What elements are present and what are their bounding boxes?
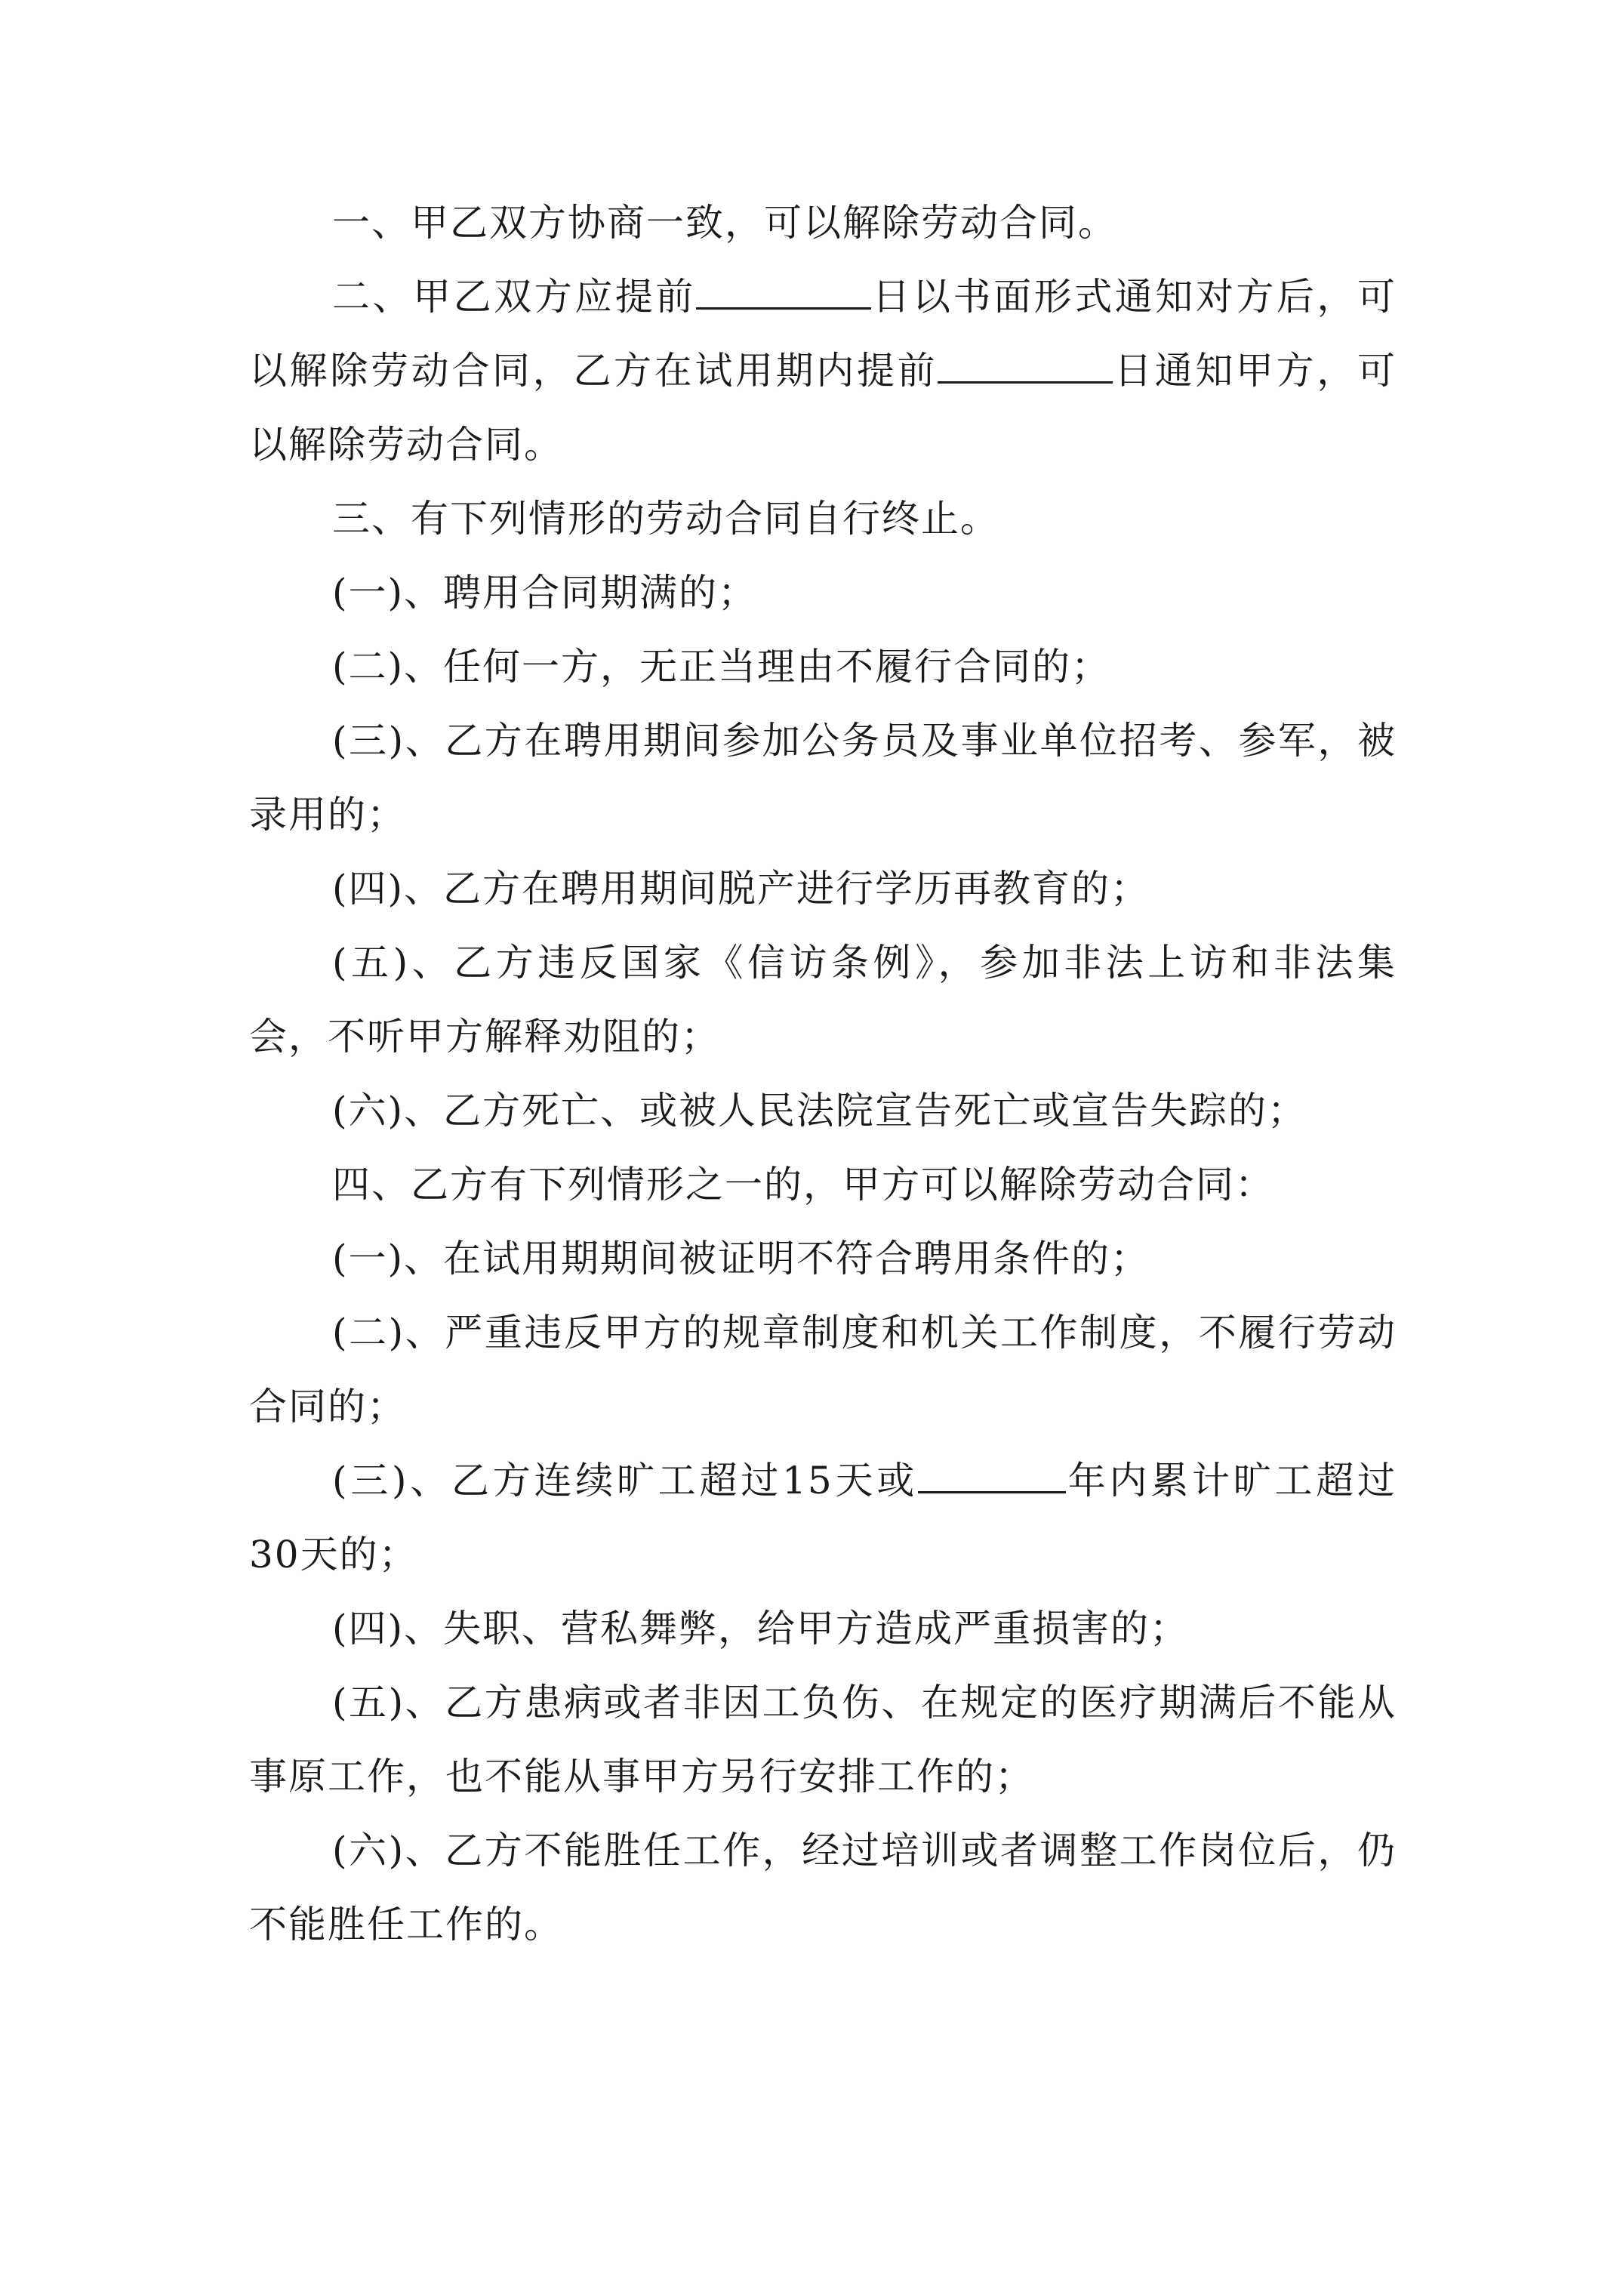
paragraph-12: (二)、严重违反甲方的规章制度和机关工作制度，不履行劳动合同的； <box>249 1311 1397 1428</box>
paragraph-2-part-1: 二、甲乙双方应提前 <box>332 275 696 319</box>
paragraph-6: (三)、乙方在聘用期间参加公务员及事业单位招考、参军，被录用的； <box>249 719 1397 837</box>
paragraph-5: (二)、任何一方，无正当理由不履行合同的； <box>332 645 1111 689</box>
paragraph-16: (六)、乙方不能胜任工作，经过培训或者调整工作岗位后，仍不能胜任工作的。 <box>249 1829 1397 1946</box>
paragraph-3: 三、有下列情形的劳动合同自行终止。 <box>332 497 999 541</box>
paragraph-2-part-3: 日通知甲方，可以解除劳动合同。 <box>249 349 1397 467</box>
paragraph-8: (五)、乙方违反国家《信访条例》，参加非法上访和非法集会，不听甲方解释劝阻的； <box>249 941 1397 1059</box>
document-body <box>249 186 1397 1962</box>
paragraph-7: (四)、乙方在聘用期间脱产进行学历再教育的； <box>332 867 1150 911</box>
paragraph-2-part-2: 日以书面形式通知对方后，可以解除劳动合同，乙方在试用期内提前 <box>249 275 1397 393</box>
paragraph-13-part-2: 年内累计旷工超过30天的； <box>249 1459 1397 1576</box>
fill-in-blank-years[interactable] <box>918 1446 1066 1493</box>
paragraph-15: (五)、乙方患病或者非因工负伤、在规定的医疗期满后不能从事原工作，也不能从事甲方另行安排工作的； <box>249 1681 1397 1798</box>
paragraph-4: (一)、聘用合同期满的； <box>332 571 758 615</box>
paragraph-14: (四)、失职、营私舞弊，给甲方造成严重损害的； <box>332 1607 1190 1650</box>
paragraph-11: (一)、在试用期期间被证明不符合聘用条件的； <box>332 1237 1150 1281</box>
paragraph-2 <box>249 260 1397 482</box>
fill-in-blank-probation-days[interactable] <box>938 336 1113 384</box>
fill-in-blank-notice-days[interactable] <box>696 262 871 310</box>
paragraph-10: 四、乙方有下列情形之一的，甲方可以解除劳动合同： <box>332 1163 1274 1207</box>
paragraph-9: (六)、乙方死亡、或被人民法院宣告死亡或宣告失踪的； <box>332 1089 1307 1133</box>
paragraph-1: 一、甲乙双方协商一致，可以解除劳动合同。 <box>332 201 1117 245</box>
paragraph-13 <box>249 1444 1397 1592</box>
paragraph-13-part-1: (三)、乙方连续旷工超过15天或 <box>332 1459 918 1502</box>
